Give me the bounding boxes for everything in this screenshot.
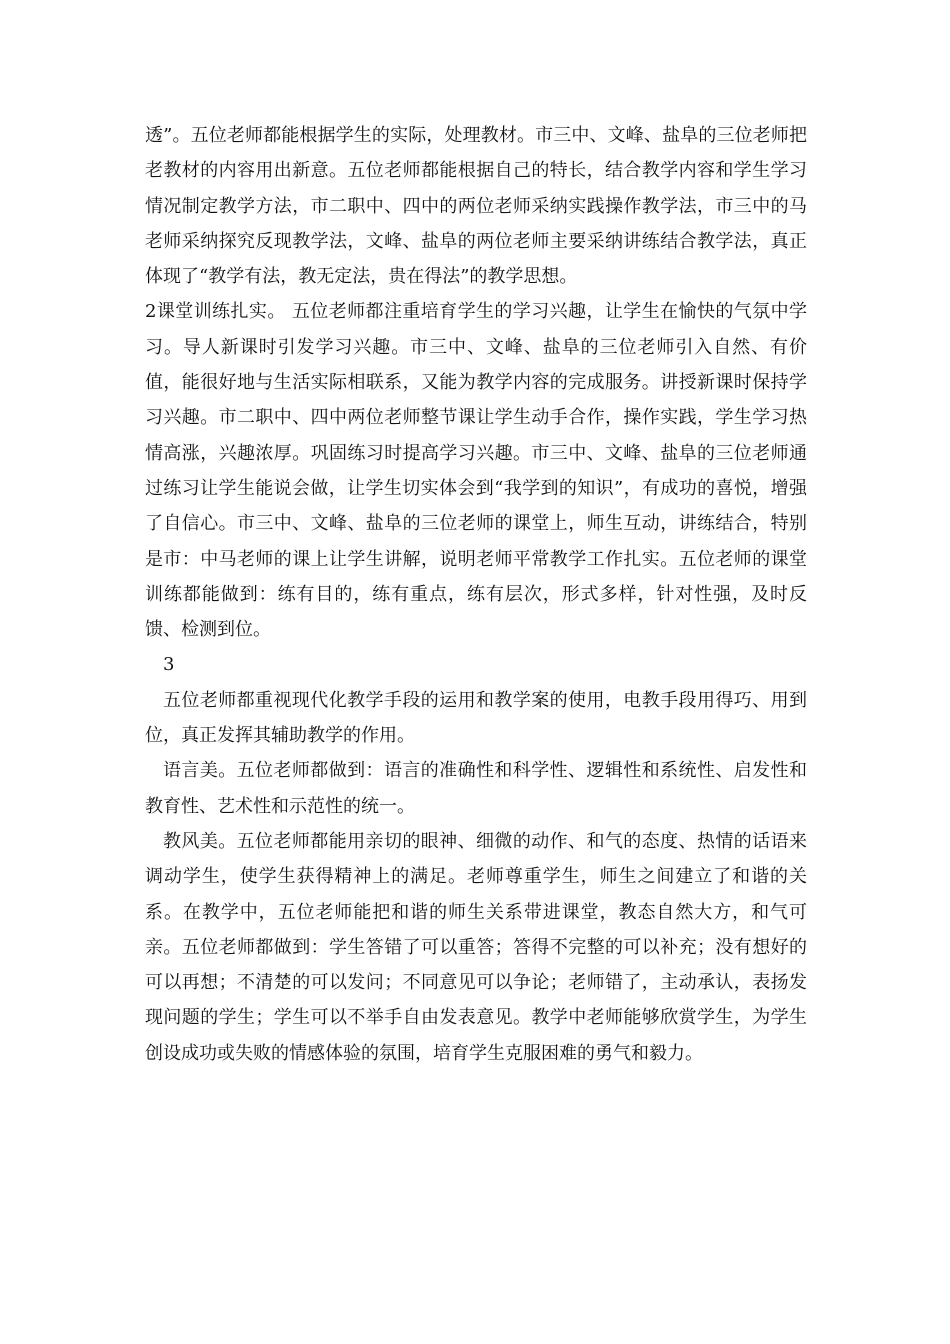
paragraph-teaching-style: 教风美。五位老师都能用亲切的眼神、细微的动作、和气的态度、热情的话语来调动学生，使学生获得精神上的满足。老师尊重学生，师生之间建立了和谐的关系。在教学中，五位老师能把和谐的师生关系带进课堂，教态自然大方，和气可亲。五位老师都做到：学生答错了可以重答；答得不完整的可以补充；没有想好的可以再想；不清楚的可以发问；不同意见可以争论；老师错了，主动承认，表扬发现问题的学生；学生可以不举手自由发表意见。教学中老师能够欣赏学生，为学生创设成功或失败的情感体验的氛围，培育学生克服困难的勇气和毅力。 (145, 830, 807, 1064)
document-page (145, 118, 807, 1071)
paragraph-modern-teaching-tools: 五位老师都重视现代化教学手段的运用和教学案的使用，电教手段用得巧、用到位，真正发挥其辅助教学的作用。 (145, 689, 807, 747)
paragraph-language-beauty: 语言美。五位老师都做到：语言的准确性和科学性、逻辑性和系统性、启发性和教育性、艺术性和示范性的统一。 (145, 760, 807, 817)
paragraph-teaching-methods: 透”。五位老师都能根据学生的实际，处理教材。市三中、文峰、盐阜的三位老师把老教材的内容用出新意。五位老师都能根据自己的特长，结合教学内容和学生学习情况制定教学方法，市二职中、四中的两位老师采纳实践操作教学法，市三中的马老师采纳探究反现教学法，文峰、盐阜的两位老师主要采纳讲练结合教学法，真正体现了“教学有法，教无定法，贵在得法”的教学思想。 (145, 125, 807, 288)
section-number: 3 (163, 654, 175, 676)
paragraph-classroom-training: 2课堂训练扎实。 五位老师都注重培育学生的学习兴趣，让学生在愉快的气氛中学习。导人新课时引发学习兴趣。市三中、文峰、盐阜的三位老师引入自然、有价值，能很好地与生活实际相联系，又能为教学内容的完成服务。讲授新课时保持学习兴趣。市二职中、四中两位老师整节课让学生动手合作，操作实践，学生学习热情高涨，兴趣浓厚。巩固练习时提高学习兴趣。市三中、文峰、盐阜的三位老师通过练习让学生能说会做，让学生切实体会到“我学到的知识”，有成功的喜悦，增强了自信心。市三中、文峰、盐阜的三位老师的课堂上，师生互动，讲练结合，特别是市：中马老师的课上让学生讲解，说明老师平常教学工作扎实。五位老师的课堂训练都能做到：练有目的，练有重点，练有层次，形式多样，针对性强，及时反馈、检测到位。 (145, 301, 807, 641)
